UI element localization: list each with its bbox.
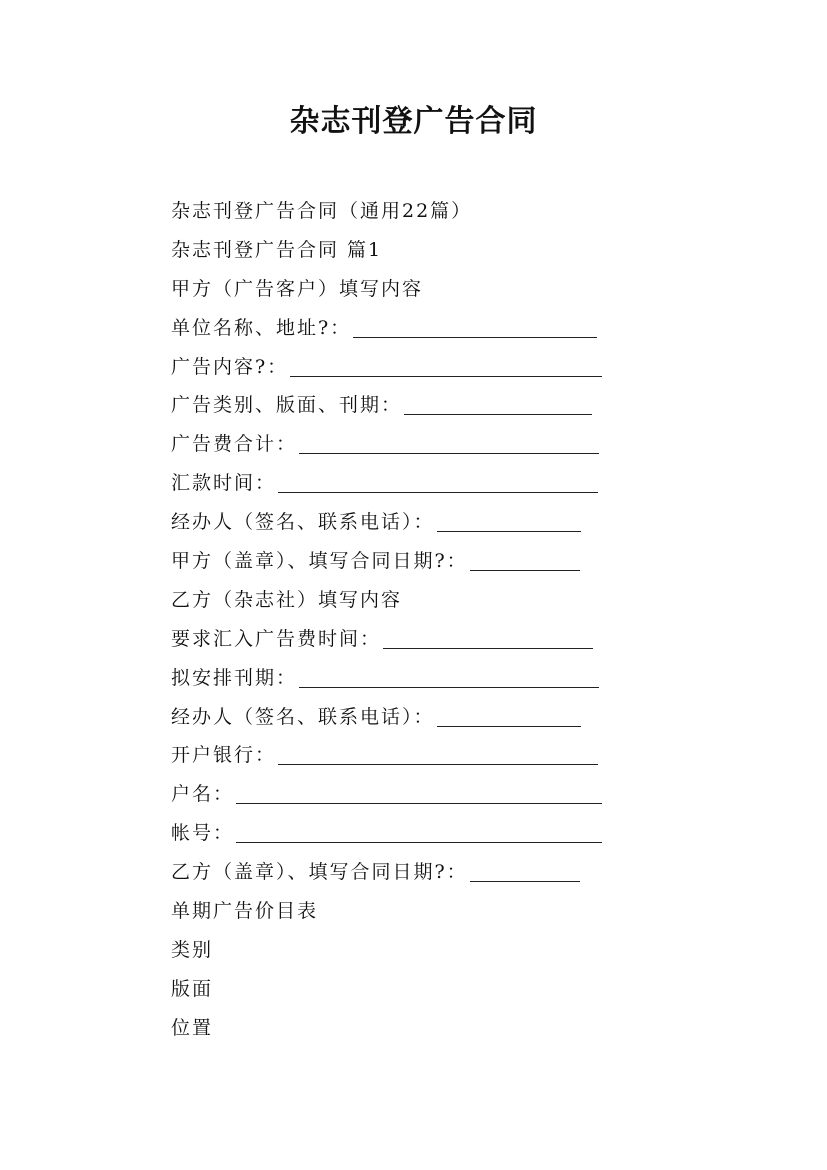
fill-blank <box>236 841 602 843</box>
fill-blank <box>353 336 597 338</box>
fill-blank <box>470 880 580 882</box>
field-account-name: 户名： <box>171 775 611 814</box>
fill-blank <box>404 413 592 415</box>
field-party-a-seal-date: 甲方（盖章）、填写合同日期?： <box>171 542 611 581</box>
fill-blank <box>437 530 581 532</box>
fill-blank <box>290 375 602 377</box>
party-a-heading: 甲方（广告客户）填写内容 <box>171 277 424 300</box>
field-ad-content: 广告内容?： <box>171 348 611 387</box>
price-list-position: 位置 <box>171 1016 214 1039</box>
document-title: 杂志刊登广告合同 <box>289 104 538 139</box>
field-unit-name-address: 单位名称、地址?： <box>171 309 611 348</box>
fill-blank <box>383 647 593 649</box>
fill-blank <box>470 569 580 571</box>
field-ad-fee-total: 广告费合计： <box>171 425 611 464</box>
price-list-layout: 版面 <box>171 977 214 1000</box>
field-party-a-agent: 经办人（签名、联系电话）： <box>171 503 611 542</box>
document-body <box>171 192 611 1048</box>
price-list-heading: 单期广告价目表 <box>171 900 319 923</box>
field-party-b-seal-date: 乙方（盖章）、填写合同日期?： <box>171 853 611 892</box>
field-remittance-time: 汇款时间： <box>171 464 611 503</box>
price-list-category: 类别 <box>171 938 214 961</box>
field-bank: 开户银行： <box>171 736 611 775</box>
party-b-heading: 乙方（杂志社）填写内容 <box>171 588 403 611</box>
fill-blank <box>299 686 599 688</box>
field-required-remit-time: 要求汇入广告费时间： <box>171 620 611 659</box>
field-account-number: 帐号： <box>171 814 611 853</box>
fill-blank <box>278 491 598 493</box>
section-heading: 杂志刊登广告合同 篇1 <box>171 238 383 261</box>
field-party-b-agent: 经办人（签名、联系电话）： <box>171 698 611 737</box>
field-planned-issue: 拟安排刊期： <box>171 659 611 698</box>
fill-blank <box>236 802 602 804</box>
field-ad-category: 广告类别、版面、刊期： <box>171 386 611 425</box>
contract-heading: 杂志刊登广告合同（通用22篇） <box>171 200 473 222</box>
fill-blank <box>299 452 599 454</box>
fill-blank <box>278 763 598 765</box>
fill-blank <box>437 725 581 727</box>
